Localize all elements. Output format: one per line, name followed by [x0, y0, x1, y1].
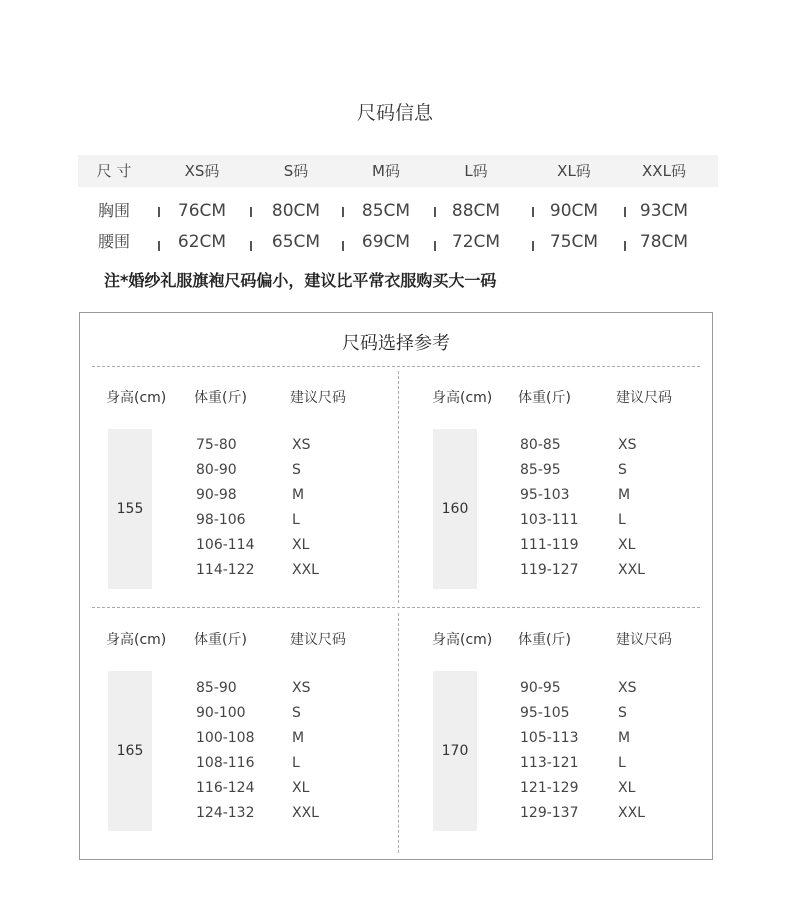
height-value: 155 [116, 501, 144, 517]
weight-header: 体重(斤) [194, 390, 247, 406]
table-cell: 78CM [639, 232, 689, 252]
size-value: L [292, 512, 300, 528]
row-label-bust: 胸围 [98, 201, 131, 220]
size-value: S [292, 705, 301, 721]
header-size-label: 尺 寸 [96, 162, 132, 180]
weight-range: 121-129 [520, 780, 579, 796]
weight-range: 113-121 [520, 755, 579, 771]
weight-range: 80-85 [520, 437, 561, 453]
table-row [78, 227, 718, 257]
weight-header: 体重(斤) [518, 632, 571, 648]
weight-range: 103-111 [520, 512, 579, 528]
size-table-header [78, 155, 718, 187]
size-header: 建议尺码 [616, 390, 672, 406]
size-value: XXL [618, 562, 645, 578]
divider [398, 613, 399, 853]
table-cell: 76CM [177, 201, 227, 221]
table-cell: 69CM [361, 232, 411, 252]
size-value: XS [292, 437, 311, 453]
header-l: L码 [464, 162, 488, 180]
divider [92, 607, 700, 608]
size-value: M [292, 730, 305, 746]
table-cell: 65CM [271, 232, 321, 252]
row-label-waist: 腰围 [98, 232, 131, 251]
size-header: 建议尺码 [616, 632, 672, 648]
size-value: XXL [292, 805, 319, 821]
table-cell: 90CM [549, 201, 599, 221]
size-value: M [292, 487, 305, 503]
size-value: L [292, 755, 300, 771]
height-value: 160 [441, 501, 469, 517]
weight-range: 80-90 [196, 462, 237, 478]
table-cell: 88CM [451, 201, 501, 221]
size-value: L [618, 755, 626, 771]
weight-range: 90-100 [196, 705, 246, 721]
height-header: 身高(cm) [432, 632, 493, 648]
weight-header: 体重(斤) [194, 632, 247, 648]
size-header: 建议尺码 [290, 632, 346, 648]
size-header: 建议尺码 [290, 390, 346, 406]
weight-range: 106-114 [196, 537, 255, 553]
size-value: XL [618, 780, 636, 796]
table-cell: 85CM [361, 201, 411, 221]
size-value: S [292, 462, 301, 478]
header-xxl: XXL码 [642, 162, 686, 180]
size-value: S [618, 462, 627, 478]
size-value: L [618, 512, 626, 528]
size-value: XL [292, 537, 310, 553]
size-value: XL [618, 537, 636, 553]
height-cell [433, 671, 477, 831]
table-cell: 72CM [451, 232, 501, 252]
header-xl: XL码 [557, 162, 591, 180]
table-cell: 75CM [549, 232, 599, 252]
weight-range: 95-105 [520, 705, 570, 721]
weight-range: 111-119 [520, 537, 579, 553]
weight-range: 85-90 [196, 680, 237, 696]
size-note: 注*婚纱礼服旗袍尺码偏小，建议比平常衣服购买大一码 [104, 271, 497, 290]
table-cell: 93CM [639, 201, 689, 221]
weight-range: 85-95 [520, 462, 561, 478]
size-guide-title: 尺码选择参考 [342, 333, 450, 354]
header-s: S码 [283, 162, 309, 180]
weight-range: 124-132 [196, 805, 255, 821]
height-value: 165 [116, 743, 144, 759]
size-value: XL [292, 780, 310, 796]
size-value: XS [618, 680, 637, 696]
size-value: M [618, 730, 631, 746]
weight-range: 105-113 [520, 730, 579, 746]
height-cell [433, 429, 477, 589]
weight-range: 116-124 [196, 780, 255, 796]
height-header: 身高(cm) [106, 390, 167, 406]
weight-range: 75-80 [196, 437, 237, 453]
height-cell [108, 671, 152, 831]
weight-range: 129-137 [520, 805, 579, 821]
size-value: XS [618, 437, 637, 453]
size-value: M [618, 487, 631, 503]
height-cell [108, 429, 152, 589]
weight-range: 90-98 [196, 487, 237, 503]
divider [92, 366, 700, 367]
weight-range: 108-116 [196, 755, 255, 771]
weight-range: 98-106 [196, 512, 246, 528]
table-cell: 80CM [271, 201, 321, 221]
weight-range: 100-108 [196, 730, 255, 746]
table-cell: 62CM [177, 232, 227, 252]
height-header: 身高(cm) [106, 632, 167, 648]
header-xs: XS码 [184, 162, 220, 180]
size-value: S [618, 705, 627, 721]
weight-range: 95-103 [520, 487, 570, 503]
page-title: 尺码信息 [356, 102, 433, 124]
weight-range: 90-95 [520, 680, 561, 696]
size-value: XXL [292, 562, 319, 578]
size-value: XS [292, 680, 311, 696]
weight-range: 114-122 [196, 562, 255, 578]
height-value: 170 [441, 743, 469, 759]
weight-header: 体重(斤) [518, 390, 571, 406]
height-header: 身高(cm) [432, 390, 493, 406]
header-m: M码 [372, 162, 400, 180]
size-guide-panel [79, 312, 713, 860]
weight-range: 119-127 [520, 562, 579, 578]
table-row [78, 196, 718, 226]
size-value: XXL [618, 805, 645, 821]
divider [398, 371, 399, 603]
